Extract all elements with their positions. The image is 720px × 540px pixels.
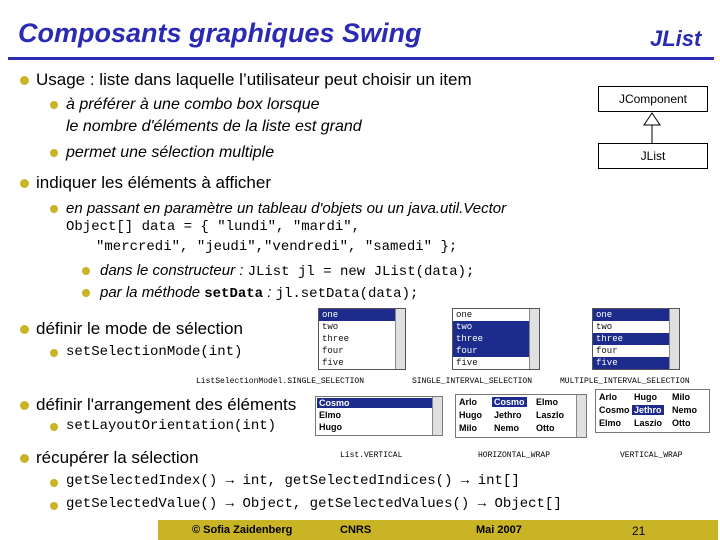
elements-sub2 [100,262,474,280]
scrollbar[interactable] [395,309,405,369]
uml-inheritance-arrow [640,112,664,144]
footer-date: Mai 2007 [476,524,522,536]
list-item[interactable]: three [453,333,539,345]
horizontal-wrap-example[interactable] [455,394,587,438]
list-item[interactable]: five [593,357,679,369]
list-item[interactable]: Elmo [599,418,622,428]
bullet-dot [20,76,29,85]
multiple-interval-list[interactable] [592,308,680,370]
bullet-dot [20,179,29,188]
usage-sub1-line1: à préférer à une combo box lorsque [66,96,320,113]
bullet-dot [50,479,58,487]
bullet-dot [20,454,29,463]
elements-code2: "mercredi", "jeudi","vendredi", "samedi" }; [96,239,458,255]
slide-topic: JList [650,26,702,51]
list-item[interactable]: Jethro [634,405,662,415]
list-item[interactable]: Otto [672,418,691,428]
vertical-wrap-example[interactable] [595,389,710,433]
list-item[interactable]: Hugo [459,410,482,420]
usage-text: Usage : liste dans laquelle l’utilisateur peut choisir un item [36,70,472,89]
orientation-text: définir l'arrangement des éléments [36,395,297,414]
uml-jlist-box [598,143,708,169]
selection-mode-code: setSelectionMode(int) [66,344,243,360]
footer-org: CNRS [340,524,372,536]
list-item[interactable]: Cosmo [317,398,433,408]
caption-vertical: List.VERTICAL [340,451,403,460]
arrow-icon: → [477,496,487,512]
elements-sub1: en passant en paramètre un tableau d'objets ou un java.util.Vector [66,200,507,217]
list-item[interactable]: Cosmo [599,405,630,415]
list-item[interactable]: Jethro [494,410,522,420]
scrollbar[interactable] [529,309,539,369]
list-item[interactable]: Milo [672,392,690,402]
title-rule [8,57,714,60]
elements-sub2-prefix: dans le constructeur : [100,262,248,279]
bullet-dot [50,502,58,510]
slide-title: Composants graphiques Swing [18,18,422,48]
footer-author: © Sofia Zaidenberg [192,524,293,536]
bullet-dot [50,349,58,357]
usage-sub2: permet une sélection multiple [66,144,275,161]
page-number: 21 [632,524,646,538]
list-item[interactable]: two [596,322,613,332]
list-item[interactable]: two [322,322,339,332]
caption-vertical-wrap: VERTICAL_WRAP [620,451,683,460]
single-interval-list[interactable] [452,308,540,370]
retrieve-line2 [66,496,562,512]
list-item[interactable]: five [456,358,478,368]
scrollbar[interactable] [432,397,442,435]
bullet-dot [20,401,29,410]
usage-sub1-line2: le nombre d'éléments de la liste est grand [66,118,362,135]
bullet-dot [20,325,29,334]
bullet-dot [82,267,90,275]
bullet-dot [50,423,58,431]
list-item[interactable]: Hugo [634,392,657,402]
caption-horizontal-wrap: HORIZONTAL_WRAP [478,451,551,460]
list-item[interactable]: Otto [536,423,555,433]
arrow-icon: → [460,473,470,489]
list-item[interactable]: Nemo [494,423,520,433]
list-item[interactable]: three [593,333,679,345]
elements-sub3-prefix: par la méthode [100,284,205,301]
elements-sub3-method: setData [204,286,264,302]
caption-multiple-interval: MULTIPLE_INTERVAL_SELECTION [560,377,690,386]
list-item[interactable]: five [322,358,344,368]
uml-child-label: JList [640,149,666,163]
scrollbar[interactable] [669,309,679,369]
elements-code1: Object[] data = { "lundi", "mardi", [66,219,361,235]
list-item[interactable]: four [453,345,539,357]
list-item[interactable]: one [319,309,405,321]
bullet-dot [50,149,58,157]
selection-mode-text: définir le mode de sélection [36,319,243,338]
list-item[interactable]: Elmo [319,410,342,420]
elements-sub2-code: JList jl = new JList(data); [247,264,475,280]
uml-jcomponent-box [598,86,708,112]
retrieve-line2-array: Object[] [494,496,562,512]
list-item[interactable]: four [322,346,344,356]
bullet-dot [82,289,90,297]
list-item[interactable]: Arlo [459,397,477,407]
elements-sub3-code: jl.setData(data); [275,286,419,302]
list-item[interactable]: four [596,346,618,356]
bullet-dot [50,205,58,213]
list-item[interactable]: Laszlo [536,410,565,420]
vertical-list-example[interactable] [315,396,443,436]
scrollbar[interactable] [576,395,586,437]
list-item[interactable]: Laszio [634,418,663,428]
caption-single-selection: ListSelectionModel.SINGLE_SELECTION [196,377,365,386]
list-item[interactable]: one [593,309,679,321]
bullet-dot [50,101,58,109]
list-item[interactable]: three [322,334,350,344]
retrieve-line1-method: getSelectedIndex() [66,473,218,489]
uml-parent-label: JComponent [618,92,688,106]
elements-sub3 [100,284,418,302]
caption-single-interval: SINGLE_INTERVAL_SELECTION [412,377,533,386]
single-selection-list[interactable] [318,308,406,370]
elements-text: indiquer les éléments à afficher [36,173,271,192]
list-item[interactable]: Nemo [672,405,698,415]
list-item[interactable]: Milo [459,423,477,433]
list-item[interactable]: two [453,321,539,333]
orientation-code: setLayoutOrientation(int) [66,418,277,434]
arrow-icon: → [225,496,235,512]
retrieve-line1-types: int, getSelectedIndices() [242,473,453,489]
retrieve-line2-types: Object, getSelectedValues() [242,496,470,512]
retrieve-line1 [66,473,520,489]
retrieve-text: récupérer la sélection [36,448,199,467]
retrieve-line2-method: getSelectedValue() [66,496,218,512]
list-item[interactable]: one [456,310,473,320]
list-item[interactable]: Elmo [536,397,559,407]
list-item[interactable]: Arlo [599,392,617,402]
elements-sub3-sep: : [263,284,276,301]
retrieve-line1-array: int[] [477,473,520,489]
list-item[interactable]: Hugo [319,422,342,432]
list-item[interactable]: Cosmo [494,397,525,407]
arrow-icon: → [225,473,235,489]
